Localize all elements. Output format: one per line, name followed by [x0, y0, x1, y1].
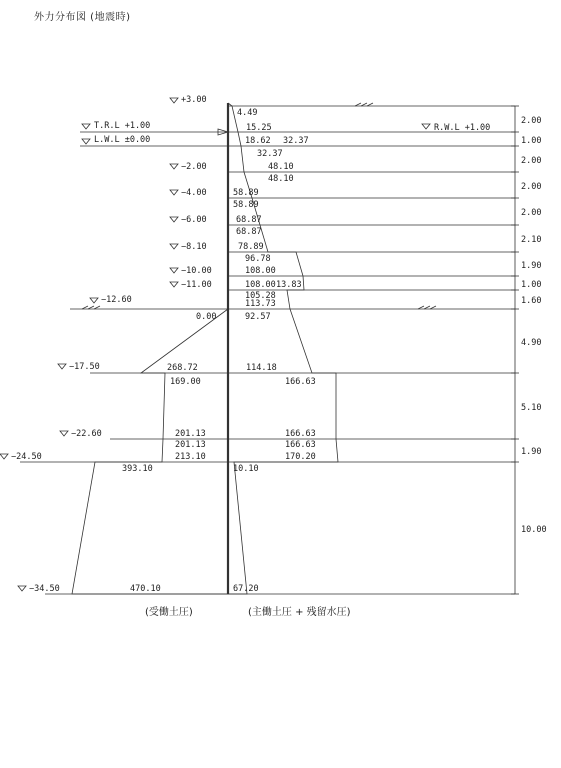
level-label: −11.00: [181, 280, 212, 290]
active-value: 58.89: [233, 188, 259, 198]
passive-value: 393.10: [122, 464, 153, 474]
active-value: 68.87: [236, 215, 262, 225]
dimension-value: 2.00: [521, 208, 542, 218]
dimension-value: 1.00: [521, 280, 542, 290]
passive-caption: (受働土圧): [145, 607, 193, 618]
active-value: 48.10: [268, 174, 294, 184]
active-value: 48.10: [268, 162, 294, 172]
passive-value: 470.10: [130, 584, 161, 594]
passive-value: 0.00: [196, 312, 217, 322]
active-value: 114.18: [246, 363, 277, 373]
dimension-value: 1.90: [521, 261, 542, 271]
active-value: 32.37: [257, 149, 283, 159]
active-value: 67.20: [233, 584, 259, 594]
dimension-value: 10.00: [521, 525, 547, 535]
active-value: 96.78: [245, 254, 271, 264]
rwl-label: R.W.L +1.00: [434, 123, 491, 133]
dimension-value: 2.10: [521, 235, 542, 245]
active-value: 166.63: [285, 429, 316, 439]
active-value: 68.87: [236, 227, 262, 237]
level-label: +3.00: [181, 95, 207, 105]
dimension-value: 2.00: [521, 116, 542, 126]
active-value: 15.25: [246, 123, 272, 133]
active-value: 108.00: [245, 266, 276, 276]
level-label: −2.00: [181, 162, 207, 172]
ground-hatch: [82, 103, 436, 309]
active-value: 32.37: [283, 136, 309, 146]
active-value: 108.00: [245, 280, 276, 290]
level-label: −6.00: [181, 215, 207, 225]
lwl-label: L.W.L ±0.00: [94, 135, 151, 145]
level-label: −24.50: [11, 452, 42, 462]
trl-label: T.R.L +1.00: [94, 121, 151, 131]
passive-value: 201.13: [175, 429, 206, 439]
active-caption: (主働土圧 + 残留水圧): [248, 607, 351, 618]
active-value: 113.73: [245, 299, 276, 309]
level-label: −10.00: [181, 266, 212, 276]
active-value: 105.28: [245, 291, 276, 301]
active-value: 170.20: [285, 452, 316, 462]
level-label: −8.10: [181, 242, 207, 252]
page-title: 外力分布図 (地震時): [34, 12, 131, 23]
active-value: 166.63: [285, 377, 316, 387]
dimension-value: 4.90: [521, 338, 542, 348]
dimension-value: 2.00: [521, 182, 542, 192]
dimension-value: 1.00: [521, 136, 542, 146]
dimension-value: 1.90: [521, 447, 542, 457]
dimension-value: 2.00: [521, 156, 542, 166]
level-label: −22.60: [71, 429, 102, 439]
active-value: 13.83: [276, 280, 302, 290]
active-value: 18.62: [245, 136, 271, 146]
level-label: −34.50: [29, 584, 60, 594]
active-value: 58.89: [233, 200, 259, 210]
active-value: 166.63: [285, 440, 316, 450]
level-label: −12.60: [101, 295, 132, 305]
active-value: 92.57: [245, 312, 271, 322]
level-label: −17.50: [69, 362, 100, 372]
passive-value: 213.10: [175, 452, 206, 462]
passive-value: 169.00: [170, 377, 201, 387]
active-value: 10.10: [233, 464, 259, 474]
level-label: −4.00: [181, 188, 207, 198]
dimension-value: 5.10: [521, 403, 542, 413]
active-value: 78.89: [238, 242, 264, 252]
active-value: 4.49: [237, 108, 258, 118]
dimension-value: 1.60: [521, 296, 542, 306]
passive-value: 268.72: [167, 363, 198, 373]
passive-value: 201.13: [175, 440, 206, 450]
